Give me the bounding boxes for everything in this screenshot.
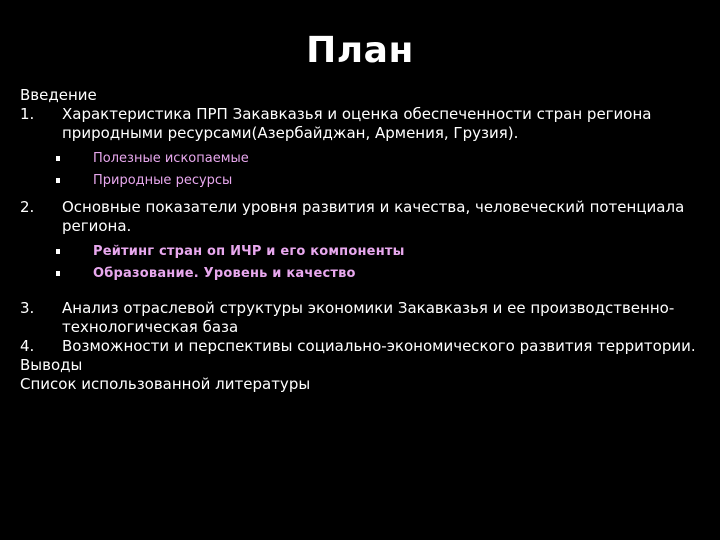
square-bullet-icon [56, 249, 60, 254]
plan-item-3-text: Анализ отраслевой структуры экономики Закавказья и ее производственно-технологическая база [62, 299, 675, 336]
subitem-natural-resources [20, 170, 710, 192]
subitem-education-label: Образование. Уровень и качество [93, 266, 356, 281]
plan-item-4-text: Возможности и перспективы социально-экономического развития территории. [62, 337, 696, 355]
plan-item-3-number: 3. [20, 299, 35, 317]
subitem-education [20, 263, 710, 285]
subitem-natural-resources-label: Природные ресурсы [93, 173, 233, 188]
intro-line: Введение [20, 86, 97, 104]
slide-title: План [306, 30, 414, 71]
subitem-hdi-rating-label: Рейтинг стран оп ИЧР и его компоненты [93, 244, 405, 259]
square-bullet-icon [56, 271, 60, 276]
plan-item-3 [20, 299, 710, 337]
subitem-minerals [20, 148, 710, 170]
plan-item-2-subitems [20, 241, 710, 285]
subitem-hdi-rating [20, 241, 710, 263]
plan-item-2-number: 2. [20, 198, 35, 216]
plan-item-4 [20, 337, 710, 356]
plan-item-1-number: 1. [20, 105, 35, 123]
plan-item-2-text: Основные показатели уровня развития и качества, человеческий потенциала региона. [62, 198, 685, 235]
square-bullet-icon [56, 178, 60, 183]
plan-item-1-subitems [20, 148, 710, 192]
plan-item-4-number: 4. [20, 337, 35, 355]
plan-content [20, 86, 710, 394]
plan-item-2 [20, 198, 710, 236]
plan-item-1 [20, 105, 710, 143]
square-bullet-icon [56, 156, 60, 161]
references-line: Список использованной литературы [20, 375, 311, 393]
conclusions-line: Выводы [20, 356, 83, 374]
subitem-minerals-label: Полезные ископаемые [93, 151, 249, 166]
plan-item-1-text: Характеристика ПРП Закавказья и оценка обеспеченности стран региона природными ресурсами(Азербайджан, Армения, Грузия). [62, 105, 652, 142]
